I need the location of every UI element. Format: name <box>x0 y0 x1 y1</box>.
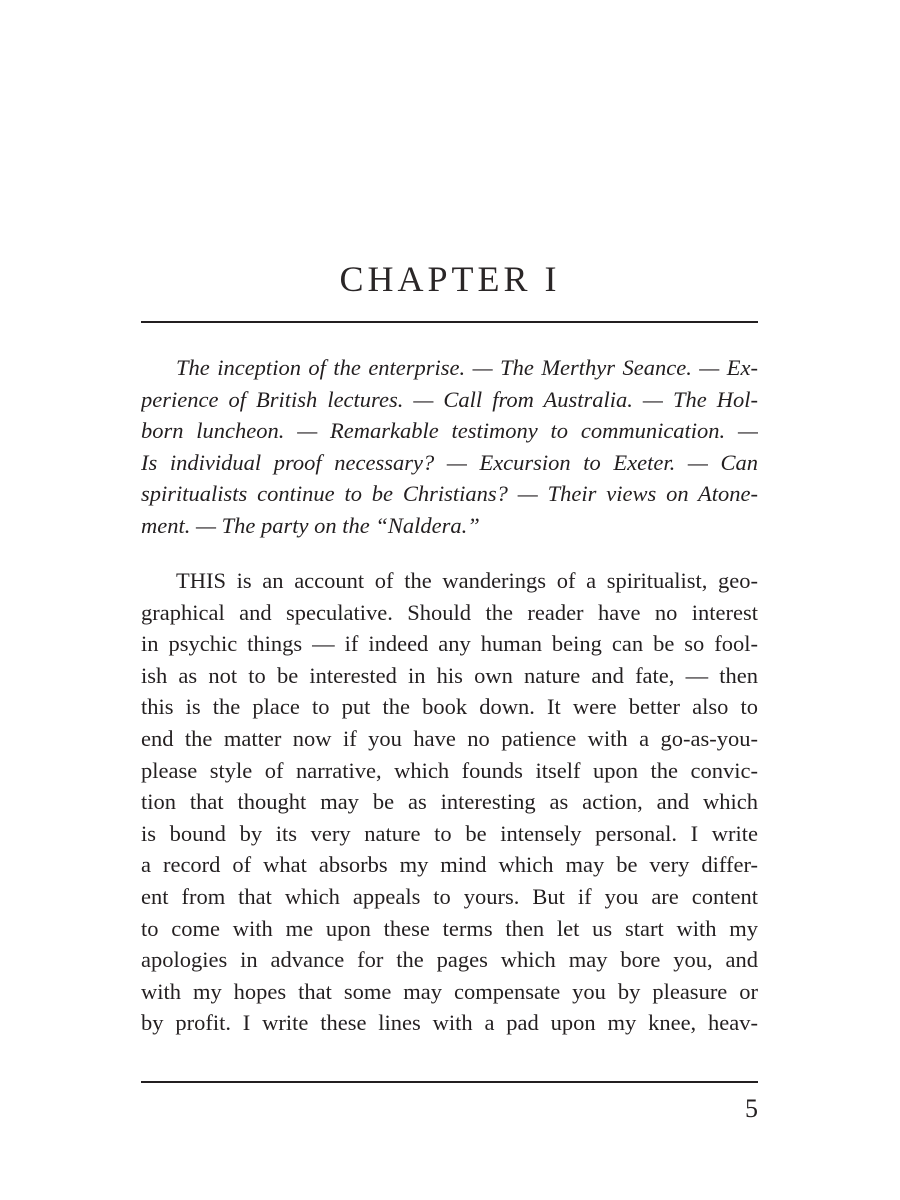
body-line: apologies in advance for the pages which may bore you, and <box>141 947 758 973</box>
body-line: is bound by its very nature to be intensely personal. I write <box>141 820 758 846</box>
page-number: 5 <box>745 1094 758 1123</box>
body-line: with my hopes that some may compensate you by pleasure or <box>141 978 758 1004</box>
synopsis-line: perience of British lectures. — Call from Australia. — The Hol- <box>141 386 758 412</box>
body-line: in psychic things — if indeed any human being can be so fool- <box>141 631 758 657</box>
body-paragraph <box>141 565 758 1039</box>
synopsis-line: Is individual proof necessary? — Excursion to Exeter. — Can <box>141 449 758 475</box>
synopsis-line: The inception of the enterprise. — The Merthyr Seance. — Ex- <box>176 355 758 380</box>
bottom-divider <box>141 1081 758 1083</box>
body-line: graphical and speculative. Should the reader have no interest <box>141 599 758 625</box>
body-line: ish as not to be interested in his own nature and fate, — then <box>141 662 758 688</box>
body-line: please style of narrative, which founds itself upon the convic- <box>141 757 758 783</box>
body-line: end the matter now if you have no patience with a go-as-you- <box>141 725 758 751</box>
body-line: ent from that which appeals to yours. But if you are content <box>141 883 758 909</box>
synopsis-line: born luncheon. — Remarkable testimony to communication. — <box>141 418 758 444</box>
top-divider <box>141 321 758 323</box>
synopsis-line: spiritualists continue to be Christians? — Their views on Atone- <box>141 481 758 507</box>
body-line: THIS is an account of the wanderings of a spiritualist, geo- <box>176 568 758 593</box>
chapter-synopsis <box>141 352 758 542</box>
chapter-title: CHAPTER I <box>339 259 561 299</box>
synopsis-line: ment. — The party on the “Naldera.” <box>141 512 480 538</box>
body-line: a record of what absorbs my mind which may be very differ- <box>141 852 758 878</box>
body-line: tion that thought may be as interesting as action, and which <box>141 789 758 815</box>
body-line: to come with me upon these terms then let us start with my <box>141 915 758 941</box>
body-line: by profit. I write these lines with a pad upon my knee, heav- <box>141 1010 758 1036</box>
body-line: this is the place to put the book down. It were better also to <box>141 694 758 720</box>
